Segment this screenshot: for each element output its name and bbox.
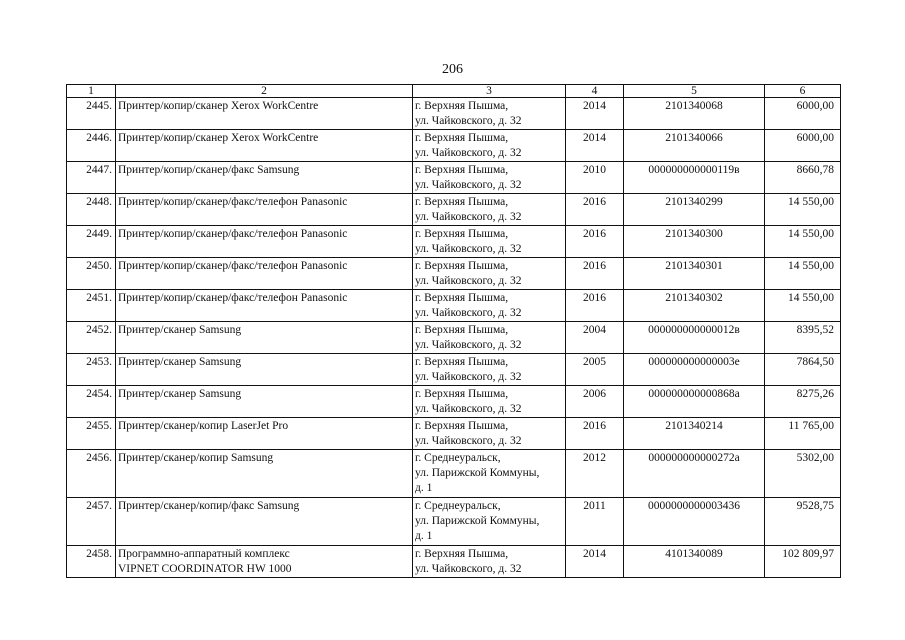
table-row bbox=[67, 98, 841, 130]
item-address: г. Верхняя Пышма, ул. Чайковского, д. 32 bbox=[413, 130, 566, 162]
row-number: 2449. bbox=[67, 226, 116, 258]
inventory-number: 0000000000003436 bbox=[624, 498, 765, 546]
item-price: 14 550,00 bbox=[765, 290, 841, 322]
item-address: г. Верхняя Пышма, ул. Чайковского, д. 32 bbox=[413, 354, 566, 386]
item-name: Принтер/копир/сканер Xerox WorkCentre bbox=[116, 130, 413, 162]
item-year: 2005 bbox=[566, 354, 624, 386]
row-number: 2453. bbox=[67, 354, 116, 386]
column-header: 4 bbox=[566, 85, 624, 98]
item-price: 8395,52 bbox=[765, 322, 841, 354]
item-address: г. Верхняя Пышма, ул. Чайковского, д. 32 bbox=[413, 546, 566, 578]
item-name: Принтер/сканер Samsung bbox=[116, 354, 413, 386]
item-address: г. Верхняя Пышма, ул. Чайковского, д. 32 bbox=[413, 258, 566, 290]
item-price: 14 550,00 bbox=[765, 194, 841, 226]
table-row bbox=[67, 546, 841, 578]
table-row bbox=[67, 498, 841, 546]
item-year: 2004 bbox=[566, 322, 624, 354]
row-number: 2455. bbox=[67, 418, 116, 450]
table-row bbox=[67, 162, 841, 194]
item-address: г. Верхняя Пышма, ул. Чайковского, д. 32 bbox=[413, 226, 566, 258]
item-year: 2016 bbox=[566, 194, 624, 226]
inventory-number: 000000000000119в bbox=[624, 162, 765, 194]
table-row bbox=[67, 226, 841, 258]
inventory-number: 2101340301 bbox=[624, 258, 765, 290]
item-address: г. Среднеуральск, ул. Парижской Коммуны, д. 1 bbox=[413, 450, 566, 498]
item-address: г. Верхняя Пышма, ул. Чайковского, д. 32 bbox=[413, 386, 566, 418]
item-price: 7864,50 bbox=[765, 354, 841, 386]
item-price: 102 809,97 bbox=[765, 546, 841, 578]
item-name: Принтер/копир/сканер/факс/телефон Panasonic bbox=[116, 194, 413, 226]
inventory-number: 000000000000003е bbox=[624, 354, 765, 386]
item-year: 2006 bbox=[566, 386, 624, 418]
item-address: г. Верхняя Пышма, ул. Чайковского, д. 32 bbox=[413, 194, 566, 226]
item-name: Принтер/сканер Samsung bbox=[116, 386, 413, 418]
item-address: г. Верхняя Пышма, ул. Чайковского, д. 32 bbox=[413, 290, 566, 322]
item-year: 2011 bbox=[566, 498, 624, 546]
row-number: 2448. bbox=[67, 194, 116, 226]
inventory-number: 2101340302 bbox=[624, 290, 765, 322]
column-header: 1 bbox=[67, 85, 116, 98]
item-name: Принтер/сканер Samsung bbox=[116, 322, 413, 354]
item-address: г. Верхняя Пышма, ул. Чайковского, д. 32 bbox=[413, 322, 566, 354]
table-row bbox=[67, 322, 841, 354]
item-year: 2010 bbox=[566, 162, 624, 194]
item-price: 6000,00 bbox=[765, 130, 841, 162]
item-price: 9528,75 bbox=[765, 498, 841, 546]
table-row bbox=[67, 290, 841, 322]
column-header: 5 bbox=[624, 85, 765, 98]
item-year: 2012 bbox=[566, 450, 624, 498]
row-number: 2454. bbox=[67, 386, 116, 418]
inventory-number: 2101340214 bbox=[624, 418, 765, 450]
item-price: 5302,00 bbox=[765, 450, 841, 498]
row-number: 2458. bbox=[67, 546, 116, 578]
item-address: г. Среднеуральск, ул. Парижской Коммуны, д. 1 bbox=[413, 498, 566, 546]
item-name: Принтер/копир/сканер/факс/телефон Panasonic bbox=[116, 258, 413, 290]
item-address: г. Верхняя Пышма, ул. Чайковского, д. 32 bbox=[413, 98, 566, 130]
inventory-number: 2101340300 bbox=[624, 226, 765, 258]
item-price: 14 550,00 bbox=[765, 258, 841, 290]
item-price: 8660,78 bbox=[765, 162, 841, 194]
row-number: 2447. bbox=[67, 162, 116, 194]
inventory-number: 2101340068 bbox=[624, 98, 765, 130]
table-row bbox=[67, 130, 841, 162]
table-row bbox=[67, 418, 841, 450]
row-number: 2451. bbox=[67, 290, 116, 322]
item-name: Принтер/сканер/копир/факс Samsung bbox=[116, 498, 413, 546]
table-row bbox=[67, 258, 841, 290]
column-header: 6 bbox=[765, 85, 841, 98]
item-address: г. Верхняя Пышма, ул. Чайковского, д. 32 bbox=[413, 418, 566, 450]
row-number: 2445. bbox=[67, 98, 116, 130]
page-number: 206 bbox=[442, 62, 463, 77]
item-year: 2016 bbox=[566, 226, 624, 258]
item-year: 2014 bbox=[566, 130, 624, 162]
column-header: 2 bbox=[116, 85, 413, 98]
table-row bbox=[67, 194, 841, 226]
item-year: 2016 bbox=[566, 258, 624, 290]
inventory-number: 2101340299 bbox=[624, 194, 765, 226]
item-address: г. Верхняя Пышма, ул. Чайковского, д. 32 bbox=[413, 162, 566, 194]
item-year: 2014 bbox=[566, 98, 624, 130]
item-price: 6000,00 bbox=[765, 98, 841, 130]
item-price: 14 550,00 bbox=[765, 226, 841, 258]
item-year: 2014 bbox=[566, 546, 624, 578]
item-name: Принтер/копир/сканер/факс Samsung bbox=[116, 162, 413, 194]
inventory-number: 4101340089 bbox=[624, 546, 765, 578]
column-header: 3 bbox=[413, 85, 566, 98]
table-row bbox=[67, 450, 841, 498]
item-name: Принтер/копир/сканер Xerox WorkCentre bbox=[116, 98, 413, 130]
item-year: 2016 bbox=[566, 290, 624, 322]
inventory-number: 2101340066 bbox=[624, 130, 765, 162]
row-number: 2456. bbox=[67, 450, 116, 498]
row-number: 2446. bbox=[67, 130, 116, 162]
inventory-number: 000000000000012в bbox=[624, 322, 765, 354]
item-name: Программно-аппаратный комплекс VIPNET COORDINATOR HW 1000 bbox=[116, 546, 413, 578]
item-name: Принтер/сканер/копир LaserJet Pro bbox=[116, 418, 413, 450]
item-price: 11 765,00 bbox=[765, 418, 841, 450]
item-year: 2016 bbox=[566, 418, 624, 450]
inventory-number: 000000000000868а bbox=[624, 386, 765, 418]
item-name: Принтер/копир/сканер/факс/телефон Panasonic bbox=[116, 226, 413, 258]
property-registry-table bbox=[66, 84, 841, 578]
item-price: 8275,26 bbox=[765, 386, 841, 418]
item-name: Принтер/копир/сканер/факс/телефон Panasonic bbox=[116, 290, 413, 322]
table-row bbox=[67, 354, 841, 386]
table-row bbox=[67, 386, 841, 418]
inventory-number: 000000000000272а bbox=[624, 450, 765, 498]
row-number: 2457. bbox=[67, 498, 116, 546]
row-number: 2450. bbox=[67, 258, 116, 290]
row-number: 2452. bbox=[67, 322, 116, 354]
item-name: Принтер/сканер/копир Samsung bbox=[116, 450, 413, 498]
table-header-row bbox=[67, 85, 841, 98]
